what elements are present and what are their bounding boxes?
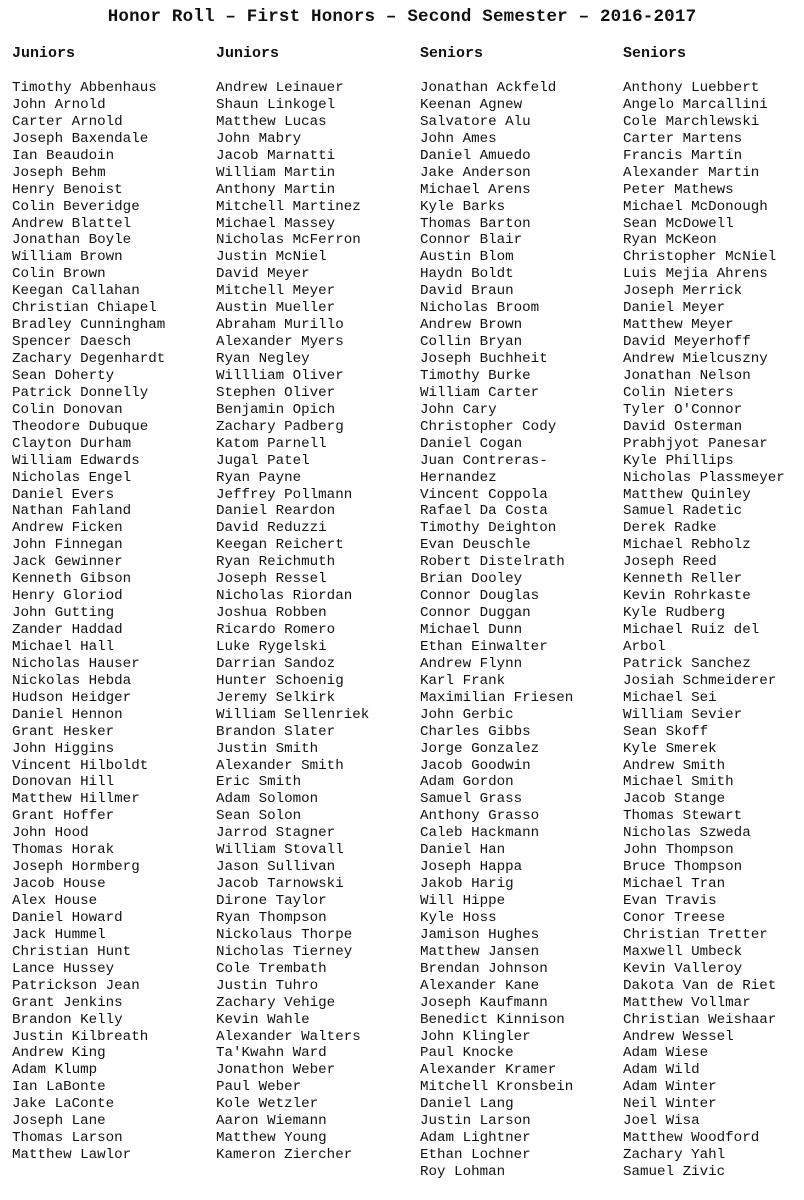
student-name: Luke Rygelski xyxy=(216,638,327,655)
student-name: Christopher Cody xyxy=(420,418,557,435)
student-name: Cole Marchlewski xyxy=(623,113,760,130)
student-name: Jake Anderson xyxy=(420,164,531,181)
student-name: William Stovall xyxy=(216,842,344,859)
student-name: Adam Wiese xyxy=(623,1045,709,1062)
student-name: Zachary Padberg xyxy=(216,418,344,435)
student-name: Jacob Stange xyxy=(623,791,726,808)
student-name: Alexander Smith xyxy=(216,757,344,774)
student-name: Aaron Wiemann xyxy=(216,1113,327,1130)
student-name: Joseph Buchheit xyxy=(420,351,548,367)
student-name: Jakob Harig xyxy=(420,876,514,893)
student-name: Jacob Marnatti xyxy=(216,147,336,164)
student-name: Michael Massey xyxy=(216,215,336,232)
student-name: Andrew Flynn xyxy=(420,655,523,672)
student-name: Anthony Luebbert xyxy=(623,80,760,96)
student-name: Katom Parnell xyxy=(216,435,327,452)
student-name: David Braun xyxy=(420,283,514,300)
student-name: Mitchell Martinez xyxy=(216,198,361,215)
student-name: Colin Brown xyxy=(12,266,106,283)
student-name: Benjamin Opich xyxy=(216,401,336,418)
student-name: Daniel Meyer xyxy=(623,300,726,317)
student-name: Brandon Slater xyxy=(216,723,336,740)
student-name: Ian LaBonte xyxy=(12,1079,106,1096)
student-name: David Osterman xyxy=(623,418,743,435)
student-name: Justin Tuhro xyxy=(216,977,319,994)
student-name: Sean Doherty xyxy=(12,367,115,384)
student-name: Austin Mueller xyxy=(216,300,336,317)
student-name: Adam Solomon xyxy=(216,791,319,808)
student-name: Jarrod Stagner xyxy=(216,825,336,842)
student-name: Joseph Happa xyxy=(420,859,523,876)
student-name: Matthew Quinley xyxy=(623,486,751,503)
student-name: John Ames xyxy=(420,130,497,147)
student-name: Grant Hoffer xyxy=(12,808,115,825)
student-name: John Finnegan xyxy=(12,537,123,554)
student-name: Nicholas Plassmeyer xyxy=(623,469,785,486)
student-name: Grant Hesker xyxy=(12,723,115,740)
student-name: Jason Sullivan xyxy=(216,859,336,876)
student-name: Michael Rebholz xyxy=(623,537,751,554)
student-name: Andrew Mielcuszny xyxy=(623,351,768,367)
student-name: Jonathon Weber xyxy=(216,1062,336,1079)
student-name: Joseph Baxendale xyxy=(12,130,149,147)
student-name: Timothy Abbenhaus xyxy=(12,80,157,96)
student-name: Connor Douglas xyxy=(420,588,540,605)
student-name: Clayton Durham xyxy=(12,435,132,452)
student-name: John Thompson xyxy=(623,842,734,859)
student-name: Austin Blom xyxy=(420,249,514,266)
student-name: Alexander Martin xyxy=(623,164,760,181)
student-name: Kevin Wahle xyxy=(216,1011,310,1028)
column-header: Juniors xyxy=(12,45,76,62)
student-name: Alexander Myers xyxy=(216,334,344,351)
student-name: Andrew Ficken xyxy=(12,520,123,537)
student-name: Jake LaConte xyxy=(12,1096,115,1113)
student-name: Christian Weishaar xyxy=(623,1011,777,1028)
student-name: Joseph Merrick xyxy=(623,283,743,300)
student-name: Colin Nieters xyxy=(623,384,734,401)
student-name: Michael Ruiz del xyxy=(623,622,760,638)
student-name: Michael Sei xyxy=(623,689,717,706)
student-name: David Meyerhoff xyxy=(623,334,751,351)
student-name: Abraham Murillo xyxy=(216,317,344,334)
student-name: John Cary xyxy=(420,401,497,418)
student-name: Justin Larson xyxy=(420,1113,531,1130)
student-name: Jack Hummel xyxy=(12,926,106,943)
student-name: Vincent Hilboldt xyxy=(12,757,149,774)
student-name: Justin McNiel xyxy=(216,249,327,266)
student-name: Nicholas McFerron xyxy=(216,232,361,249)
student-name: Juan Contreras- xyxy=(420,452,548,469)
student-name: Carter Martens xyxy=(623,130,743,147)
student-name: Ryan Reichmuth xyxy=(216,554,336,571)
student-name: Adam Winter xyxy=(623,1079,717,1096)
student-name: Christopher McNiel xyxy=(623,249,777,266)
student-name: Alexander Kane xyxy=(420,977,540,994)
column-seniors-2 xyxy=(623,45,804,1181)
student-name: Connor Duggan xyxy=(420,605,531,622)
student-name: Adam Gordon xyxy=(420,774,514,791)
student-name: Zachary Vehige xyxy=(216,994,336,1011)
student-name: Ta'Kwahn Ward xyxy=(216,1045,327,1062)
student-name: Jeffrey Pollmann xyxy=(216,486,353,503)
student-name: Cole Trembath xyxy=(216,960,327,977)
student-name: Ryan McKeon xyxy=(623,232,717,249)
student-name: Samuel Zivic xyxy=(623,1164,726,1180)
student-name: Kyle Hoss xyxy=(420,909,497,926)
column-header: Seniors xyxy=(420,45,484,62)
student-name: Daniel Amuedo xyxy=(420,147,531,164)
student-name: Patrickson Jean xyxy=(12,977,140,994)
student-name: Luis Mejia Ahrens xyxy=(623,266,768,283)
student-name: Robert Distelrath xyxy=(420,554,565,571)
student-name: Andrew Blattel xyxy=(12,215,132,232)
student-name: Patrick Sanchez xyxy=(623,655,751,672)
student-name: Hunter Schoenig xyxy=(216,672,344,689)
student-name: Evan Travis xyxy=(623,893,717,909)
student-name: Jacob Tarnowski xyxy=(216,876,344,893)
student-name: Ryan Payne xyxy=(216,469,302,486)
student-name: Josiah Schmeiderer xyxy=(623,672,777,689)
student-name: Alexander Kramer xyxy=(420,1062,557,1079)
student-name: Joseph Reed xyxy=(623,554,717,571)
student-name: William Edwards xyxy=(12,452,140,469)
student-name: Sean Solon xyxy=(216,808,302,825)
student-name: Haydn Boldt xyxy=(420,266,514,283)
student-name: Christian Chiapel xyxy=(12,300,157,317)
student-name: Colin Beveridge xyxy=(12,198,140,215)
student-name: Christian Tretter xyxy=(623,926,768,943)
student-name: Zachary Degenhardt xyxy=(12,351,166,367)
student-name: Francis Martin xyxy=(623,147,743,164)
student-name: Michael Hall xyxy=(12,638,115,655)
student-name: John Hood xyxy=(12,825,89,842)
student-name: William Carter xyxy=(420,384,540,401)
student-name: Daniel Howard xyxy=(12,909,123,926)
student-name: Nathan Fahland xyxy=(12,503,132,520)
student-name: Arbol xyxy=(623,638,666,655)
student-name: Jeremy Selkirk xyxy=(216,689,336,706)
student-name: Adam Lightner xyxy=(420,1130,531,1147)
name-list xyxy=(12,80,212,1164)
student-name: William Sevier xyxy=(623,706,743,723)
student-name: Joseph Hormberg xyxy=(12,859,140,876)
student-name: Paul Weber xyxy=(216,1079,302,1096)
student-name: Salvatore Alu xyxy=(420,113,531,130)
student-name: John Gutting xyxy=(12,605,115,622)
column-juniors-2 xyxy=(216,45,416,1164)
student-name: Alex House xyxy=(12,893,98,909)
student-name: Andrew Wessel xyxy=(623,1028,734,1045)
student-name: Karl Frank xyxy=(420,672,506,689)
student-name: Ethan Lochner xyxy=(420,1147,531,1164)
student-name: Keegan Callahan xyxy=(12,283,140,300)
student-name: Hernandez xyxy=(420,469,497,486)
student-name: Matthew Vollmar xyxy=(623,994,751,1011)
student-name: Thomas Stewart xyxy=(623,808,743,825)
student-name: Henry Gloriod xyxy=(12,588,123,605)
student-name: Nicholas Szweda xyxy=(623,825,751,842)
student-name: Sean McDowell xyxy=(623,215,734,232)
student-name: Ryan Thompson xyxy=(216,909,327,926)
student-name: Maxwell Umbeck xyxy=(623,943,743,960)
student-name: Ian Beaudoin xyxy=(12,147,115,164)
student-name: William Brown xyxy=(12,249,123,266)
student-name: Sean Skoff xyxy=(623,723,709,740)
student-name: Brandon Kelly xyxy=(12,1011,123,1028)
student-name: Conor Treese xyxy=(623,909,726,926)
student-name: Daniel Evers xyxy=(12,486,115,503)
student-name: Nicholas Broom xyxy=(420,300,540,317)
student-name: Kole Wetzler xyxy=(216,1096,319,1113)
student-name: Ethan Einwalter xyxy=(420,638,548,655)
student-name: Rafael Da Costa xyxy=(420,503,548,520)
student-name: Joshua Robben xyxy=(216,605,327,622)
student-name: Matthew Meyer xyxy=(623,317,734,334)
student-name: Jonathan Nelson xyxy=(623,367,751,384)
student-name: Donovan Hill xyxy=(12,774,115,791)
student-name: Matthew Lawlor xyxy=(12,1147,132,1164)
student-name: Caleb Hackmann xyxy=(420,825,540,842)
student-name: Thomas Horak xyxy=(12,842,115,859)
student-name: Matthew Jansen xyxy=(420,943,540,960)
student-name: Keenan Agnew xyxy=(420,96,523,113)
student-name: Dirone Taylor xyxy=(216,893,327,909)
student-name: Eric Smith xyxy=(216,774,302,791)
student-name: Jonathan Ackfeld xyxy=(420,80,557,96)
student-name: Michael McDonough xyxy=(623,198,768,215)
student-name: David Reduzzi xyxy=(216,520,327,537)
student-name: Nicholas Hauser xyxy=(12,655,140,672)
student-name: Matthew Hillmer xyxy=(12,791,140,808)
student-name: Angelo Marcallini xyxy=(623,96,768,113)
student-name: Andrew Smith xyxy=(623,757,726,774)
student-name: Alexander Walters xyxy=(216,1028,361,1045)
student-name: Timothy Burke xyxy=(420,367,531,384)
student-name: Collin Bryan xyxy=(420,334,523,351)
student-name: Andrew Leinauer xyxy=(216,80,344,96)
student-name: Stephen Oliver xyxy=(216,384,336,401)
student-name: Michael Tran xyxy=(623,876,726,893)
student-name: Joseph Behm xyxy=(12,164,106,181)
student-name: Samuel Radetic xyxy=(623,503,743,520)
student-name: Kyle Barks xyxy=(420,198,506,215)
student-name: Matthew Lucas xyxy=(216,113,327,130)
student-name: John Higgins xyxy=(12,740,115,757)
student-name: Colin Donovan xyxy=(12,401,123,418)
name-list xyxy=(216,80,416,1164)
name-list xyxy=(623,80,804,1181)
student-name: Kenneth Reller xyxy=(623,571,743,588)
student-name: Kyle Rudberg xyxy=(623,605,726,622)
student-name: Henry Benoist xyxy=(12,181,123,198)
student-name: Prabhjyot Panesar xyxy=(623,435,768,452)
student-name: Kenneth Gibson xyxy=(12,571,132,588)
student-name: Nickolas Hebda xyxy=(12,672,132,689)
student-name: Andrew King xyxy=(12,1045,106,1062)
student-name: Daniel Lang xyxy=(420,1096,514,1113)
student-name: Grant Jenkins xyxy=(12,994,123,1011)
student-name: Joseph Lane xyxy=(12,1113,106,1130)
student-name: Anthony Martin xyxy=(216,181,336,198)
student-name: Hudson Heidger xyxy=(12,689,132,706)
student-name: Charles Gibbs xyxy=(420,723,531,740)
student-name: Nicholas Riordan xyxy=(216,588,353,605)
student-name: Bradley Cunningham xyxy=(12,317,166,334)
student-name: John Mabry xyxy=(216,130,302,147)
student-name: Kevin Rohrkaste xyxy=(623,588,751,605)
student-name: Timothy Deighton xyxy=(420,520,557,537)
student-name: John Klingler xyxy=(420,1028,531,1045)
student-name: Jacob House xyxy=(12,876,106,893)
student-name: Joel Wisa xyxy=(623,1113,700,1130)
student-name: Kyle Phillips xyxy=(623,452,734,469)
student-name: Evan Deuschle xyxy=(420,537,531,554)
column-header: Juniors xyxy=(216,45,280,62)
student-name: Patrick Donnelly xyxy=(12,384,149,401)
student-name: Jugal Patel xyxy=(216,452,310,469)
student-name: Daniel Han xyxy=(420,842,506,859)
student-name: William Martin xyxy=(216,164,336,181)
student-name: Benedict Kinnison xyxy=(420,1011,565,1028)
student-name: Spencer Daesch xyxy=(12,334,132,351)
student-name: Darrian Sandoz xyxy=(216,655,336,672)
student-name: Zander Haddad xyxy=(12,622,123,638)
student-name: Christian Hunt xyxy=(12,943,132,960)
student-name: Willliam Oliver xyxy=(216,367,344,384)
student-name: Roy Lohman xyxy=(420,1164,506,1180)
student-name: Michael Smith xyxy=(623,774,734,791)
student-name: Matthew Young xyxy=(216,1130,327,1147)
student-name: Theodore Dubuque xyxy=(12,418,149,435)
column-juniors-1 xyxy=(12,45,212,1164)
student-name: Michael Dunn xyxy=(420,622,523,638)
student-name: Anthony Grasso xyxy=(420,808,540,825)
student-name: Zachary Yahl xyxy=(623,1147,726,1164)
student-name: Ryan Negley xyxy=(216,351,310,367)
student-name: Tyler O'Connor xyxy=(623,401,743,418)
student-name: Ricardo Romero xyxy=(216,622,336,638)
student-name: Vincent Coppola xyxy=(420,486,548,503)
student-name: Michael Arens xyxy=(420,181,531,198)
student-name: Paul Knocke xyxy=(420,1045,514,1062)
student-name: Bruce Thompson xyxy=(623,859,743,876)
student-name: Daniel Cogan xyxy=(420,435,523,452)
student-name: Nickolaus Thorpe xyxy=(216,926,353,943)
student-name: Adam Wild xyxy=(623,1062,700,1079)
student-name: David Meyer xyxy=(216,266,310,283)
student-name: Jamison Hughes xyxy=(420,926,540,943)
student-name: John Arnold xyxy=(12,96,106,113)
student-name: Mitchell Meyer xyxy=(216,283,336,300)
student-name: Brendan Johnson xyxy=(420,960,548,977)
student-name: Kyle Smerek xyxy=(623,740,717,757)
student-name: Daniel Reardon xyxy=(216,503,336,520)
name-list xyxy=(420,80,620,1181)
student-name: Kevin Valleroy xyxy=(623,960,743,977)
student-name: Neil Winter xyxy=(623,1096,717,1113)
student-name: Justin Smith xyxy=(216,740,319,757)
student-name: Shaun Linkogel xyxy=(216,96,336,113)
student-name: Lance Hussey xyxy=(12,960,115,977)
student-name: Joseph Kaufmann xyxy=(420,994,548,1011)
student-name: Matthew Woodford xyxy=(623,1130,760,1147)
student-name: Kameron Ziercher xyxy=(216,1147,353,1164)
student-name: Mitchell Kronsbein xyxy=(420,1079,574,1096)
student-name: Adam Klump xyxy=(12,1062,98,1079)
student-name: Brian Dooley xyxy=(420,571,523,588)
student-name: Thomas Barton xyxy=(420,215,531,232)
student-name: Will Hippe xyxy=(420,893,506,909)
student-name: Peter Mathews xyxy=(623,181,734,198)
student-name: William Sellenriek xyxy=(216,706,370,723)
student-name: Jacob Goodwin xyxy=(420,757,531,774)
student-name: Maximilian Friesen xyxy=(420,689,574,706)
column-seniors-1 xyxy=(420,45,620,1181)
student-name: Derek Radke xyxy=(623,520,717,537)
student-name: Nicholas Tierney xyxy=(216,943,353,960)
student-name: John Gerbic xyxy=(420,706,514,723)
student-name: Dakota Van de Riet xyxy=(623,977,777,994)
document-title: Honor Roll – First Honors – Second Semester – 2016-2017 xyxy=(107,7,697,27)
student-name: Justin Kilbreath xyxy=(12,1028,149,1045)
student-name: Nicholas Engel xyxy=(12,469,132,486)
student-name: Andrew Brown xyxy=(420,317,523,334)
student-name: Jonathan Boyle xyxy=(12,232,132,249)
student-name: Thomas Larson xyxy=(12,1130,123,1147)
student-name: Jorge Gonzalez xyxy=(420,740,540,757)
student-name: Carter Arnold xyxy=(12,113,123,130)
student-name: Joseph Ressel xyxy=(216,571,327,588)
student-name: Keegan Reichert xyxy=(216,537,344,554)
student-name: Jack Gewinner xyxy=(12,554,123,571)
student-name: Connor Blair xyxy=(420,232,523,249)
column-header: Seniors xyxy=(623,45,687,62)
student-name: Daniel Hennon xyxy=(12,706,123,723)
student-name: Samuel Grass xyxy=(420,791,523,808)
